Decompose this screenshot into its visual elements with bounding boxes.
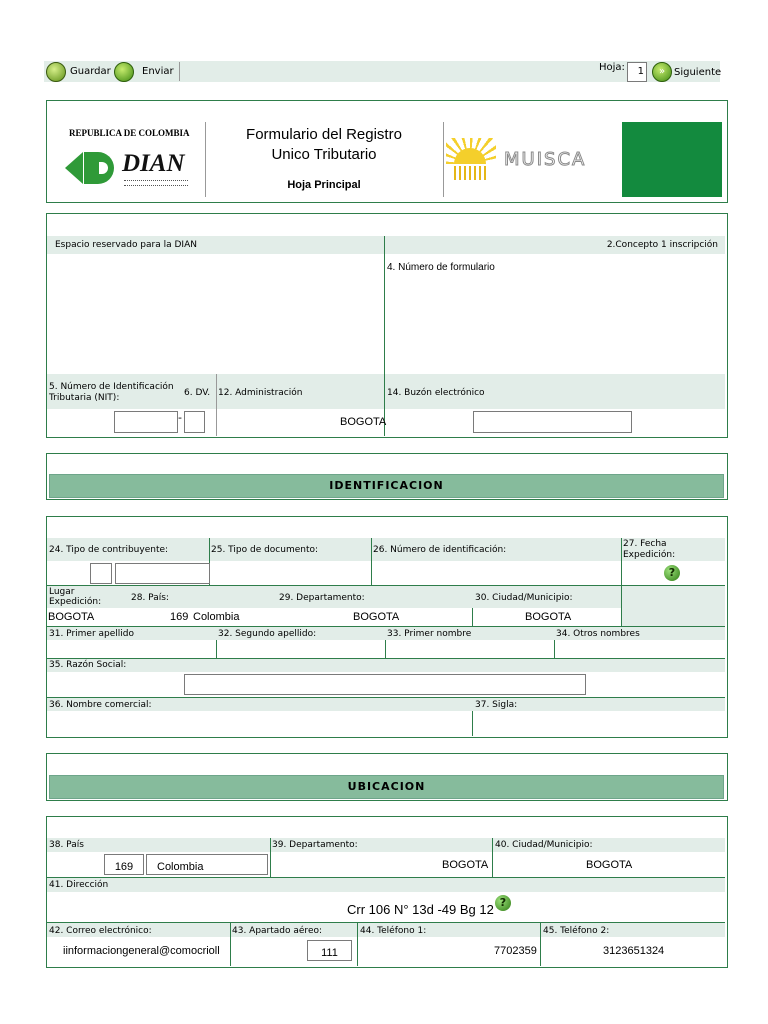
dian-wordmark: DIAN (122, 150, 185, 177)
telefono1-label: 44. Teléfono 1: (360, 926, 427, 936)
admin-value: BOGOTA (340, 416, 387, 428)
sheet-input[interactable]: 1 (627, 62, 647, 82)
otros-nombres-label: 34. Otros nombres (556, 629, 640, 639)
header-divider-2 (443, 122, 444, 197)
muisca-wordmark: MUISCA (504, 149, 587, 170)
next-icon: » (652, 62, 672, 82)
correo-label: 42. Correo electrónico: (49, 926, 152, 936)
direccion-label: 41. Dirección (49, 880, 109, 890)
id-row-4 (47, 659, 725, 672)
departamento-label: 29. Departamento: (279, 593, 365, 603)
divider (472, 711, 473, 736)
next-label: Siguiente (674, 67, 722, 78)
primer-apellido-label: 31. Primer apellido (49, 629, 134, 639)
republic-label: REPUBLICA DE COLOMBIA (69, 128, 190, 138)
buzon-input[interactable] (473, 411, 632, 433)
divider (357, 923, 358, 966)
tipo-contribuyente-label: 24. Tipo de contribuyente: (49, 545, 169, 555)
divider (216, 640, 217, 658)
nit-input[interactable] (114, 411, 178, 433)
ub-pais-name-input[interactable]: Colombia (146, 854, 268, 875)
save-icon (46, 62, 66, 82)
send-icon (114, 62, 134, 82)
form-title: Formulario del Registro Unico Tributario (246, 126, 402, 163)
dian-logo (62, 150, 194, 188)
tipo-contribuyente-input[interactable] (90, 563, 112, 584)
razon-social-label: 35. Razón Social: (49, 660, 127, 670)
tipo-documento-label: 25. Tipo de documento: (211, 545, 319, 555)
sheet-label: Hoja: (599, 62, 625, 73)
divider (230, 923, 231, 966)
form-subtitle: Hoja Principal (287, 179, 361, 191)
pais-label: 28. País: (131, 593, 169, 603)
primer-nombre-label: 33. Primer nombre (387, 629, 472, 639)
sigla-label: 37. Sigla: (475, 700, 518, 710)
divider (492, 838, 493, 877)
lugar-expedicion-label: Lugar Expedición: (49, 587, 102, 607)
ub-ciudad-value: BOGOTA (586, 859, 633, 871)
divider (270, 838, 271, 877)
green-block (622, 122, 722, 197)
reserved-label: Espacio reservado para la DIAN (55, 240, 197, 250)
ubicacion-heading: UBICACION (49, 775, 724, 799)
form-number-label: 4. Número de formulario (387, 262, 495, 273)
muisca-logo (446, 138, 621, 182)
divider (371, 538, 372, 585)
ub-row-2 (47, 878, 725, 892)
nit-label: 5. Número de Identificación Tributaria (NIT): (49, 382, 174, 403)
ub-pais-label: 38. País (49, 840, 84, 850)
save-label: Guardar (70, 66, 111, 77)
ub-pais-code-input[interactable]: 169 (104, 854, 144, 875)
dv-label: 6. DV. (184, 388, 211, 398)
apartado-label: 43. Apartado aéreo: (232, 926, 323, 936)
help-icon[interactable]: ? (495, 895, 511, 911)
telefono2-value: 3123651324 (603, 945, 665, 957)
fecha-expedicion-label: 27. Fecha Expedición: (623, 539, 676, 560)
pais-code: 169 (170, 611, 189, 623)
identificacion-heading: IDENTIFICACION (49, 474, 724, 498)
ciudad-label: 30. Ciudad/Municipio: (475, 593, 573, 603)
divider (385, 640, 386, 658)
nit-dash: - (178, 411, 182, 424)
departamento-value: BOGOTA (353, 611, 400, 623)
send-label: Enviar (142, 66, 174, 77)
divider (472, 608, 473, 626)
ciudad-value: BOGOTA (525, 611, 572, 623)
correo-value: iinformaciongeneral@comocrioll (63, 945, 220, 957)
divider (540, 923, 541, 966)
direccion-value: Crr 106 N° 13d -49 Bg 12 (347, 902, 494, 917)
top-divider (384, 236, 385, 374)
buzon-label: 14. Buzón electrónico (387, 388, 485, 398)
ub-row-1 (47, 838, 725, 852)
gray-fill (622, 586, 725, 626)
save-button[interactable] (45, 62, 111, 81)
nombre-comercial-label: 36. Nombre comercial: (49, 700, 152, 710)
concept-label: 2.Concepto 1 inscripción (606, 240, 718, 250)
ub-ciudad-label: 40. Ciudad/Municipio: (495, 840, 593, 850)
next-button[interactable] (651, 62, 721, 81)
ub-departamento-value: BOGOTA (442, 859, 489, 871)
lugar-value: BOGOTA (48, 611, 95, 623)
telefono2-label: 45. Teléfono 2: (543, 926, 610, 936)
help-icon[interactable]: ? (664, 565, 680, 581)
apartado-input[interactable]: 111 (307, 940, 352, 961)
pais-name: Colombia (193, 611, 240, 623)
numero-identificacion-label: 26. Número de identificación: (373, 545, 507, 555)
segundo-apellido-label: 32. Segundo apellido: (218, 629, 317, 639)
ub-departamento-label: 39. Departamento: (272, 840, 358, 850)
tipo-documento-input[interactable] (115, 563, 210, 584)
dv-input[interactable] (184, 411, 205, 433)
razon-social-input[interactable] (184, 674, 586, 695)
divider (554, 640, 555, 658)
admin-label: 12. Administración (218, 388, 303, 398)
divider (216, 374, 217, 436)
telefono1-value: 7702359 (494, 945, 537, 957)
send-button[interactable] (113, 62, 180, 81)
